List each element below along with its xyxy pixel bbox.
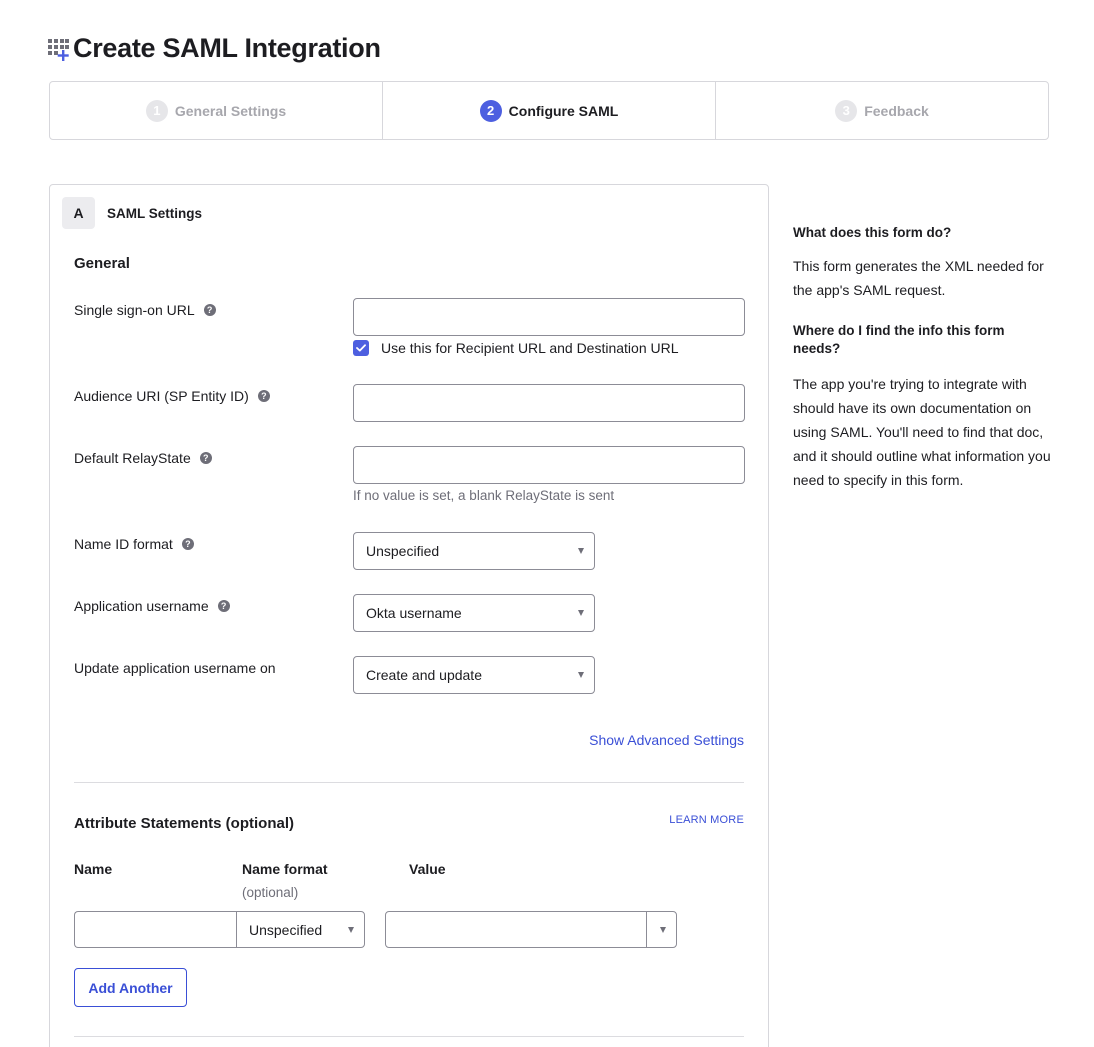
wizard-stepper (49, 81, 1049, 140)
step-label: Configure SAML (508, 102, 619, 119)
chevron-down-icon (348, 927, 354, 933)
audience-uri-label (74, 388, 270, 404)
chevron-down-icon (578, 672, 584, 678)
column-header-value: Value (409, 861, 446, 877)
recipient-checkbox-label: Use this for Recipient URL and Destination URL (381, 340, 679, 356)
step-number: 1 (146, 100, 168, 122)
show-advanced-settings-link[interactable]: Show Advanced Settings (589, 732, 744, 748)
attribute-statements-heading: Attribute Statements (optional) (74, 815, 294, 832)
help-icon[interactable]: ? (218, 600, 230, 612)
relay-state-input[interactable] (353, 446, 745, 484)
update-username-label-text: Update application username on (74, 660, 276, 676)
help-answer: The app you're trying to integrate with should have its own documentation on using SAML. You'll need to find that doc, and it should outline what information you need to specify in this form. (793, 376, 1051, 488)
name-id-format-label-text: Name ID format (74, 536, 173, 552)
column-header-name: Name (74, 861, 113, 877)
add-another-button[interactable]: Add Another (74, 968, 187, 1007)
recipient-checkbox-row[interactable] (353, 340, 679, 356)
app-grid-add-icon (48, 39, 70, 61)
help-answer: This form generates the XML needed for the app's SAML request. (793, 258, 1044, 298)
learn-more-link[interactable]: LEARN MORE (669, 814, 744, 826)
attribute-name-format-select[interactable] (236, 911, 365, 948)
help-icon[interactable]: ? (200, 452, 212, 464)
step-number: 2 (480, 100, 502, 122)
relay-state-label-text: Default RelayState (74, 450, 191, 466)
app-username-label-text: Application username (74, 598, 209, 614)
saml-settings-card (49, 184, 769, 1047)
card-header (62, 197, 202, 229)
relay-state-hint: If no value is set, a blank RelayState is sent (353, 488, 615, 503)
step-configure-saml[interactable] (382, 82, 715, 139)
general-heading: General (74, 255, 130, 272)
page-header (48, 30, 381, 66)
attribute-name-input[interactable] (74, 911, 237, 948)
select-value: Okta username (366, 605, 462, 621)
chevron-down-icon (578, 548, 584, 554)
attribute-value-dropdown-button[interactable] (646, 911, 677, 948)
step-label: Feedback (864, 102, 929, 119)
divider (74, 1036, 744, 1037)
chevron-down-icon (578, 610, 584, 616)
help-question: Where do I find the info this form needs? (793, 323, 1005, 356)
column-header-optional: (optional) (242, 885, 299, 900)
name-id-format-label (74, 536, 194, 552)
app-username-label (74, 598, 230, 614)
attribute-value-input[interactable] (385, 911, 647, 948)
app-username-select[interactable] (353, 594, 595, 632)
help-question: What does this form do? (793, 225, 952, 240)
help-aside (793, 224, 1055, 492)
update-username-select[interactable] (353, 656, 595, 694)
relay-state-label (74, 450, 212, 466)
step-number: 3 (835, 100, 857, 122)
select-value: Create and update (366, 667, 482, 683)
step-label: General Settings (174, 102, 287, 119)
chevron-down-icon (660, 927, 666, 933)
audience-uri-label-text: Audience URI (SP Entity ID) (74, 388, 249, 404)
select-value: Unspecified (366, 543, 440, 559)
card-title: SAML Settings (107, 205, 203, 221)
divider (74, 782, 744, 783)
step-general-settings[interactable] (50, 82, 382, 139)
page-title: Create SAML Integration (73, 32, 381, 63)
help-icon[interactable]: ? (204, 304, 216, 316)
sso-url-input[interactable] (353, 298, 745, 336)
select-value: Unspecified (249, 921, 323, 938)
sso-url-label-text: Single sign-on URL (74, 302, 195, 318)
section-badge: A (62, 197, 95, 229)
name-id-format-select[interactable] (353, 532, 595, 570)
recipient-checkbox[interactable] (353, 340, 369, 356)
update-username-label (74, 660, 276, 676)
step-feedback[interactable] (715, 82, 1048, 139)
sso-url-label (74, 302, 216, 318)
column-header-name-format: Name format (242, 861, 328, 877)
audience-uri-input[interactable] (353, 384, 745, 422)
help-icon[interactable]: ? (182, 538, 194, 550)
help-icon[interactable]: ? (258, 390, 270, 402)
